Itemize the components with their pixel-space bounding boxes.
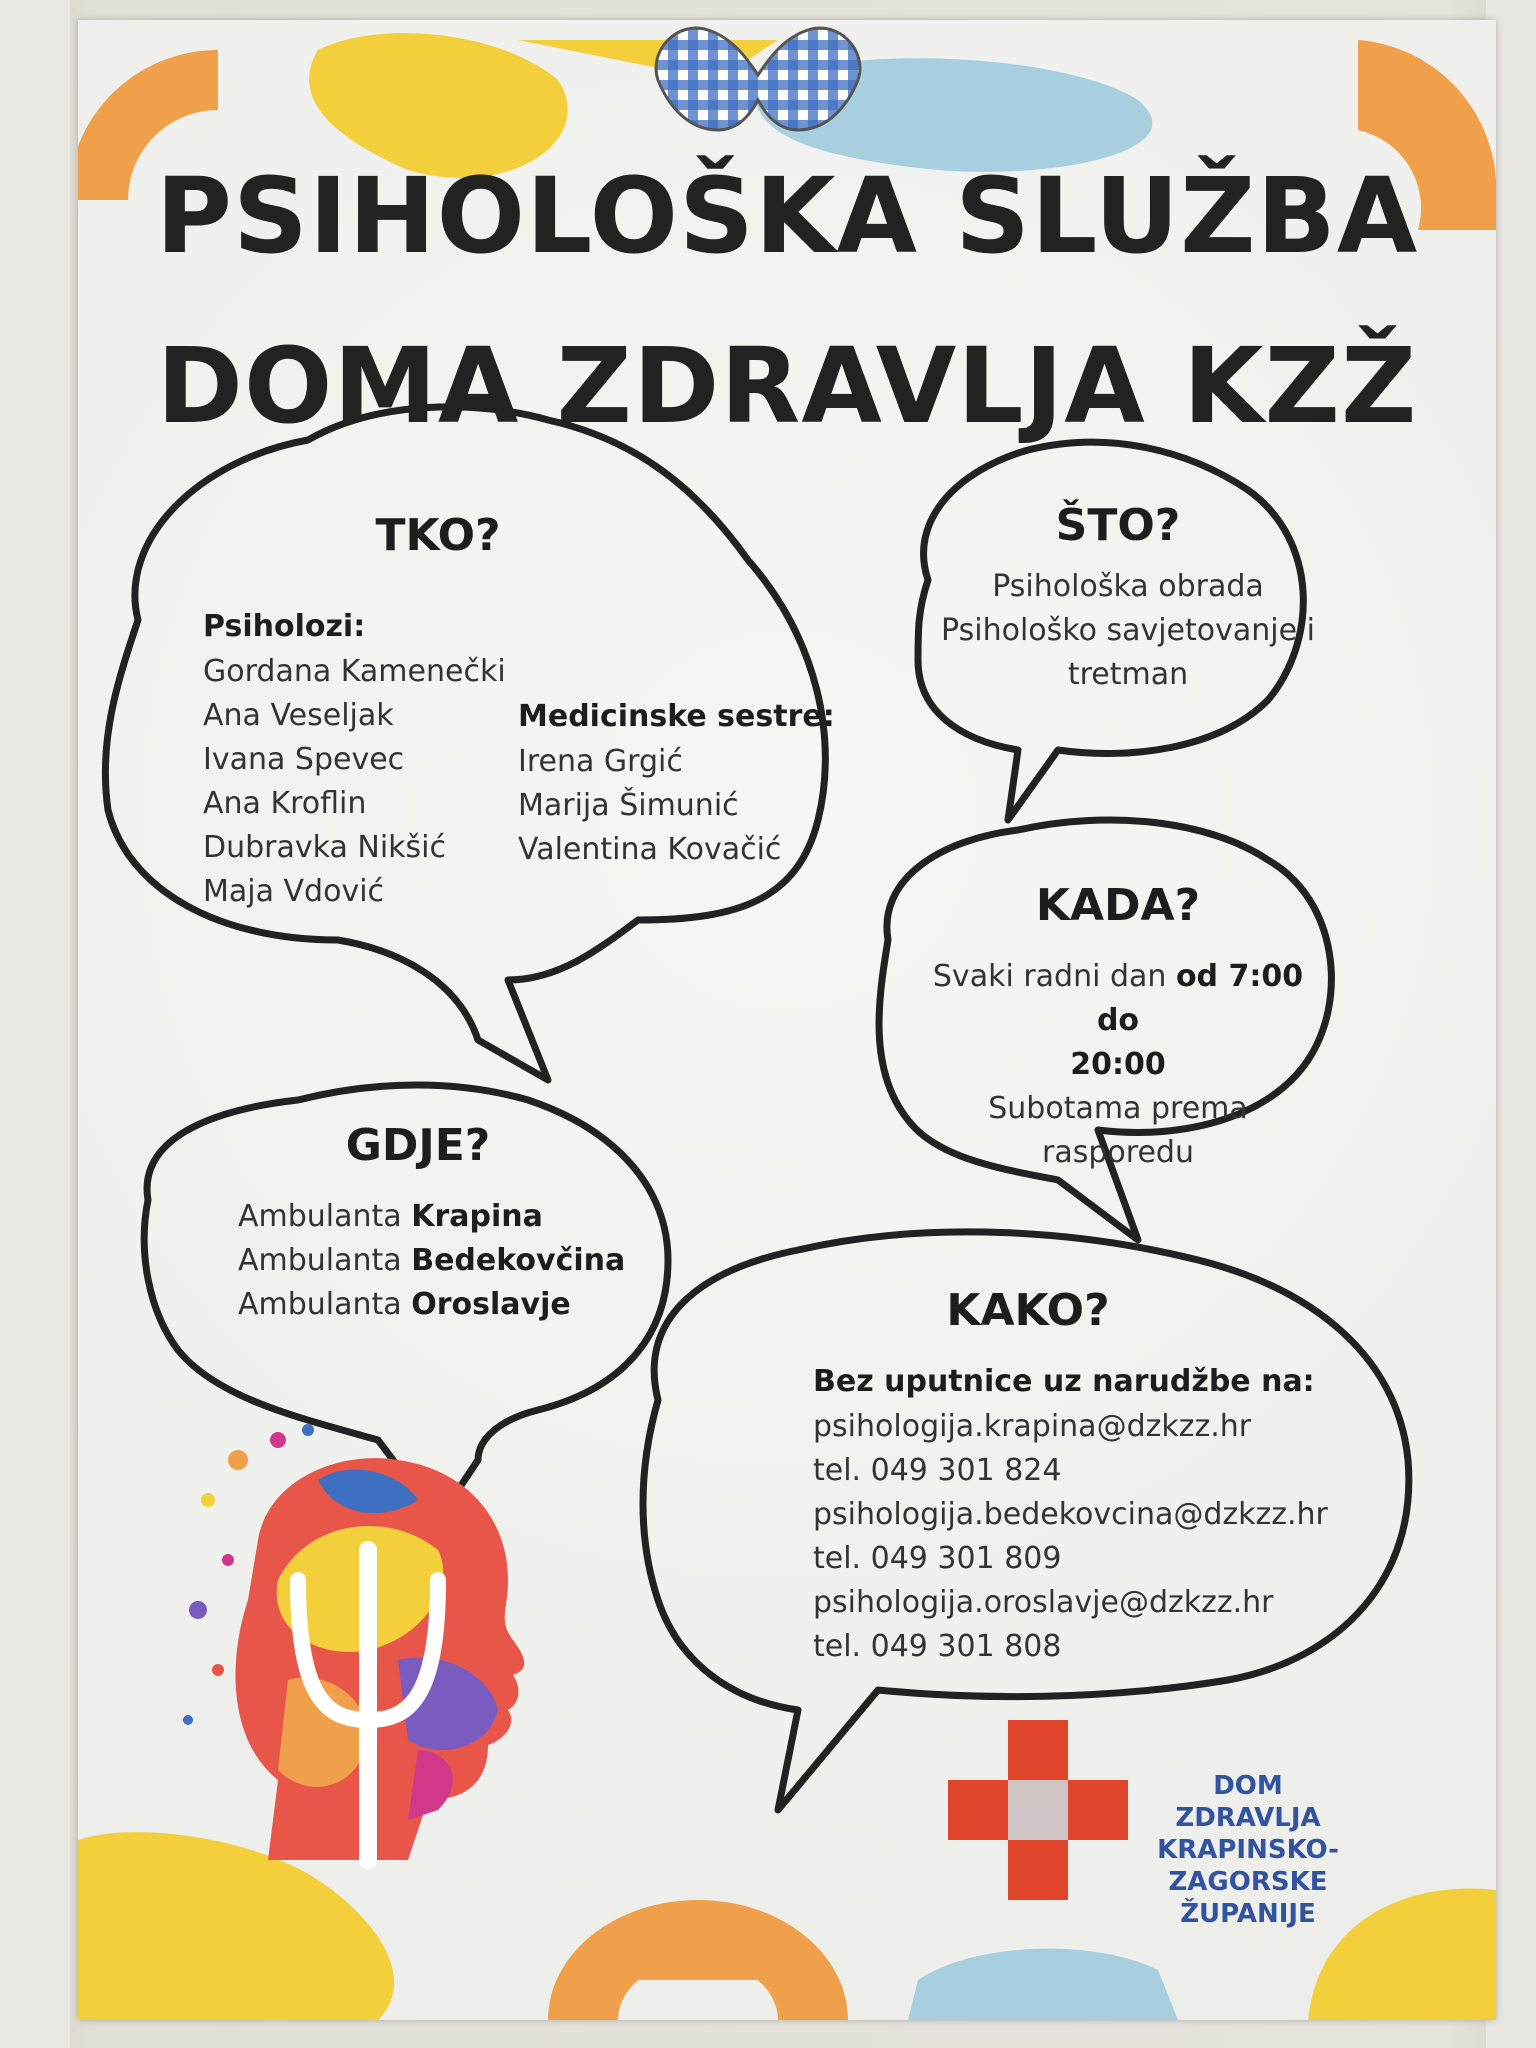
sto-heading: ŠTO? [1055, 500, 1181, 551]
contact-phone: tel. 049 301 824 [813, 1453, 1062, 1488]
list-item: Ambulanta Bedekovčina [238, 1243, 626, 1278]
list-item: Dubravka Nikšić [203, 830, 447, 865]
gdje-heading: GDJE? [345, 1120, 491, 1171]
kada-text: Svaki radni dan od 7:00 do 20:00 Subotama prema rasporedu [932, 959, 1304, 1170]
sestre-label: Medicinske sestre: [518, 699, 835, 734]
gdje-list [238, 1195, 625, 1327]
list-item: Irena Grgić [518, 744, 683, 779]
contact-email: psihologija.oroslavje@dzkzz.hr [813, 1585, 1274, 1620]
kada-heading: KADA? [1035, 880, 1201, 931]
list-item: Ana Veseljak [203, 698, 394, 733]
poster-title-line1: PSIHOLOŠKA SLUŽBA [155, 155, 1419, 277]
list-item: Valentina Kovačić [518, 832, 782, 867]
adjacent-paper-left [0, 0, 70, 2048]
list-item: Gordana Kamenečki [203, 654, 506, 689]
poster-title-line2: DOMA ZDRAVLJA KZŽ [156, 325, 1418, 447]
psiholozi-list [203, 650, 506, 914]
contact-phone: tel. 049 301 809 [813, 1541, 1062, 1576]
list-item: Ambulanta Krapina [238, 1199, 543, 1234]
list-item: Marija Šimunić [518, 788, 739, 823]
list-item: Ivana Spevec [203, 742, 405, 777]
sestre-list [518, 740, 781, 872]
list-item: Maja Vdović [203, 874, 385, 909]
kako-intro: Bez uputnice uz narudžbe na: [813, 1364, 1315, 1399]
kako-heading: KAKO? [946, 1285, 1110, 1336]
psychology-head-illustration [168, 1420, 568, 1880]
dz-logo-text: DOM ZDRAVLJA KRAPINSKO-ZAGORSKE ŽUPANIJE [1157, 1771, 1339, 1929]
tko-heading: TKO? [375, 510, 501, 561]
kako-contacts [813, 1405, 1328, 1669]
sto-text: Psihološka obrada Psihološko savjetovanje i tretman [941, 569, 1315, 692]
contact-email: psihologija.krapina@dzkzz.hr [813, 1409, 1252, 1444]
poster [78, 20, 1496, 2020]
psiholozi-label: Psiholozi: [203, 609, 366, 644]
list-item: Ana Kroflin [203, 786, 367, 821]
heart-pin-icon [648, 20, 868, 140]
contact-phone: tel. 049 301 808 [813, 1629, 1062, 1664]
contact-email: psihologija.bedekovcina@dzkzz.hr [813, 1497, 1328, 1532]
list-item: Ambulanta Oroslavje [238, 1287, 571, 1322]
